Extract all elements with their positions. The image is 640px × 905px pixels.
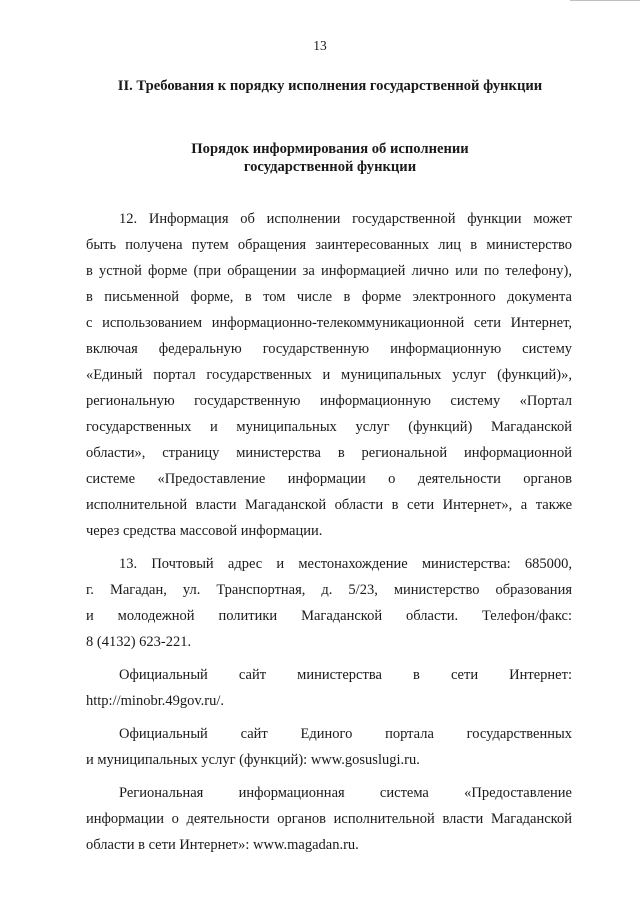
document-body [86, 210, 572, 862]
text-line: государственных и муниципальных услуг (функций) Магаданской [86, 419, 572, 435]
text-line: Региональная информационная система «Предоставление [119, 785, 572, 801]
text-line: в письменной форме, в том числе в форме электронного документа [86, 289, 572, 305]
gosuslugi-url-line: и муниципальных услуг (функций): www.gosuslugi.ru. [86, 752, 420, 768]
text-line: через средства массовой информации. [86, 523, 323, 539]
subsection-title [80, 140, 580, 176]
page-number: 13 [313, 38, 327, 53]
section-title: II. Требования к порядку исполнения государственной функции [117, 78, 543, 94]
text-line: с использованием информационно-телекоммуникационной сети Интернет, [86, 315, 572, 331]
subsection-title-line: государственной функции [243, 159, 417, 175]
paragraph-ministry-site [86, 666, 572, 718]
subsection-title-line: Порядок информирования об исполнении [191, 141, 469, 157]
text-line: региональную государственную информационную систему «Портал [86, 393, 572, 409]
text-line: Официальный сайт министерства в сети Интернет: [119, 667, 572, 683]
paragraph-12 [86, 210, 572, 548]
text-line: 13. Почтовый адрес и местонахождение министерства: 685000, [119, 556, 572, 572]
text-line: Официальный сайт Единого портала государственных [119, 726, 572, 742]
paragraph-gosuslugi-site [86, 725, 572, 777]
text-line: г. Магадан, ул. Транспортная, д. 5/23, министерство образования [86, 582, 572, 598]
text-line: включая федеральную государственную информационную систему [86, 341, 572, 357]
text-line: быть получена путем обращения заинтересованных лиц в министерство [86, 237, 572, 253]
text-line: исполнительной власти Магаданской области в сети Интернет», а также [86, 497, 572, 513]
text-line: в устной форме (при обращении за информацией лично или по телефону), [86, 263, 572, 279]
magadan-url-line: области в сети Интернет»: www.magadan.ru. [86, 837, 359, 853]
text-line: «Единый портал государственных и муниципальных услуг (функций)», [86, 367, 572, 383]
text-line: информации о деятельности органов исполнительной власти Магаданской [86, 811, 572, 827]
text-line: 12. Информация об исполнении государственной функции может [119, 211, 572, 227]
paragraph-13 [86, 555, 572, 659]
text-line: системе «Предоставление информации о деятельности органов [86, 471, 572, 487]
ministry-url: http://minobr.49gov.ru/. [86, 693, 225, 709]
paragraph-regional-system [86, 784, 572, 862]
text-line: 8 (4132) 623-221. [86, 634, 192, 650]
scan-edge-mark [570, 0, 640, 6]
text-line: области», страницу министерства в региональной информационной [86, 445, 572, 461]
text-line: и молодежной политики Магаданской области. Телефон/факс: [86, 608, 572, 624]
